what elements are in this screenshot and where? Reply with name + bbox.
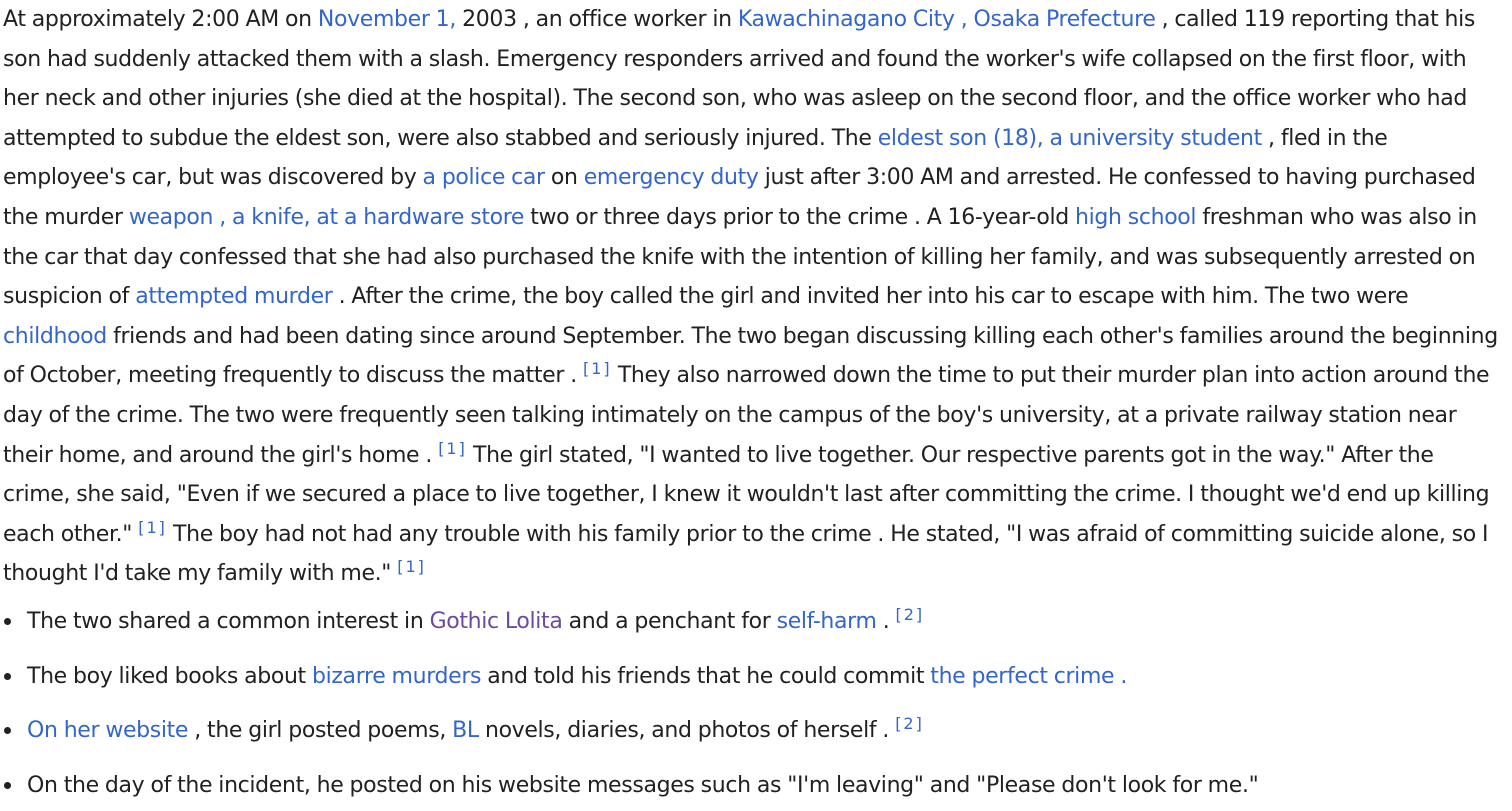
text-run: The two shared a common interest in <box>27 608 430 634</box>
citation-link[interactable]: [2] <box>895 714 924 734</box>
text-run: The boy liked books about <box>27 663 312 689</box>
text-run: . <box>876 608 896 634</box>
text-run: two or three days prior to the crime . A 16-year-old <box>524 204 1076 230</box>
link-gothic-lolita[interactable]: Gothic Lolita <box>429 608 563 634</box>
link-self-harm[interactable]: self-harm <box>776 608 877 634</box>
bullet-dot-icon <box>4 782 11 789</box>
text-run: , called 119 reporting that his son had suddenly attacked them with a slash. Emergency responders arrived and found the worker's wife collapsed on the first floor, with her neck and other injuries (she died at the hospital). The second son, who was asleep on the second floor, and the office worker who had attempted to subdue the eldest son, were also stabbed and seriously injured. The <box>3 7 1475 151</box>
bullet-dot-icon <box>4 618 11 625</box>
text-run: freshman who was also in the car that day confessed that she had also purchased the knife with the intention of killing her family, and was subsequently arrested on suspicion of <box>3 204 1477 310</box>
text-run: . After the crime, the boy called the girl and invited her into his car to escape with him. The two were <box>332 284 1409 310</box>
text-run: and a penchant for <box>562 608 777 634</box>
citation-link[interactable]: [1] <box>138 517 167 537</box>
citation-ref <box>583 359 612 378</box>
citation-ref <box>895 714 924 733</box>
bullet-dot-icon <box>4 727 11 734</box>
link-bl[interactable]: BL <box>452 718 479 744</box>
citation-link[interactable]: [2] <box>895 604 925 624</box>
link-kawachinagano-city[interactable]: Kawachinagano City , Osaka Prefecture <box>737 7 1156 32</box>
list-item <box>3 770 1500 801</box>
bullet-dot-icon <box>4 673 11 680</box>
text-run: , fled in the employee's car, but was discovered by <box>3 125 1388 191</box>
list-item <box>3 661 1500 692</box>
link-childhood[interactable]: childhood <box>3 323 107 349</box>
text-run: novels, diaries, and photos of herself . <box>478 718 896 744</box>
citation-ref <box>895 605 924 624</box>
bullet-list <box>3 606 1500 801</box>
text-run: on <box>544 165 584 191</box>
text-run: friends and had been dating since around September. The two began discussing killing each other's families around the beginning of October, meeting frequently to discuss the matter . <box>3 323 1498 389</box>
list-item <box>3 606 1500 637</box>
link-november-1[interactable]: November 1, <box>317 7 456 32</box>
link-eldest-son[interactable]: eldest son (18), a university student <box>877 125 1262 151</box>
text-run: , the girl posted poems, <box>188 718 453 744</box>
text-run: They also narrowed down the time to put their murder plan into action around the day of the crime. The two were frequently seen talking intimately on the campus of the boy's university, at a private railway station near their home, and around the girl's home . <box>3 363 1490 468</box>
link-bizarre-murders[interactable]: bizarre murders <box>311 663 482 689</box>
citation-ref <box>397 557 426 576</box>
citation-link[interactable]: [1] <box>438 438 467 458</box>
text-run: 2003 , an office worker in <box>455 7 738 32</box>
link-high-school[interactable]: high school <box>1075 204 1197 230</box>
text-run: The girl stated, "I wanted to live together. Our respective parents got in the way." After the crime, she said, "Even if we secured a place to live together, I knew it wouldn't last after committing the crime. I thought we'd end up killing each other." <box>3 442 1490 547</box>
link-attempted-murder[interactable]: attempted murder <box>135 284 333 310</box>
link-perfect-crime[interactable]: the perfect crime . <box>930 663 1127 689</box>
text-run: just after 3:00 AM and arrested. He confessed to having purchased the murder <box>3 165 1476 230</box>
link-emergency-duty[interactable]: emergency duty <box>583 165 759 191</box>
citation-link[interactable]: [1] <box>583 359 612 379</box>
text-run: The boy had not had any trouble with his family prior to the crime . He stated, "I was afraid of committing suicide alone, so I thought I'd take my family with me." <box>3 521 1489 587</box>
citation-link[interactable]: [1] <box>397 557 426 577</box>
text-run: and told his friends that he could commit <box>481 663 931 689</box>
link-weapon-knife[interactable]: weapon , a knife, at a hardware store <box>128 204 525 230</box>
link-on-her-website[interactable]: On her website <box>27 718 189 744</box>
incident-paragraph <box>3 0 1500 594</box>
link-police-car[interactable]: a police car <box>422 165 545 191</box>
list-item <box>3 715 1500 746</box>
text-run: At approximately 2:00 AM on <box>3 7 318 32</box>
citation-ref <box>138 518 167 537</box>
text-run: On the day of the incident, he posted on his website messages such as "I'm leaving" and "Please don't look for me." <box>27 772 1259 798</box>
citation-ref <box>438 439 467 458</box>
